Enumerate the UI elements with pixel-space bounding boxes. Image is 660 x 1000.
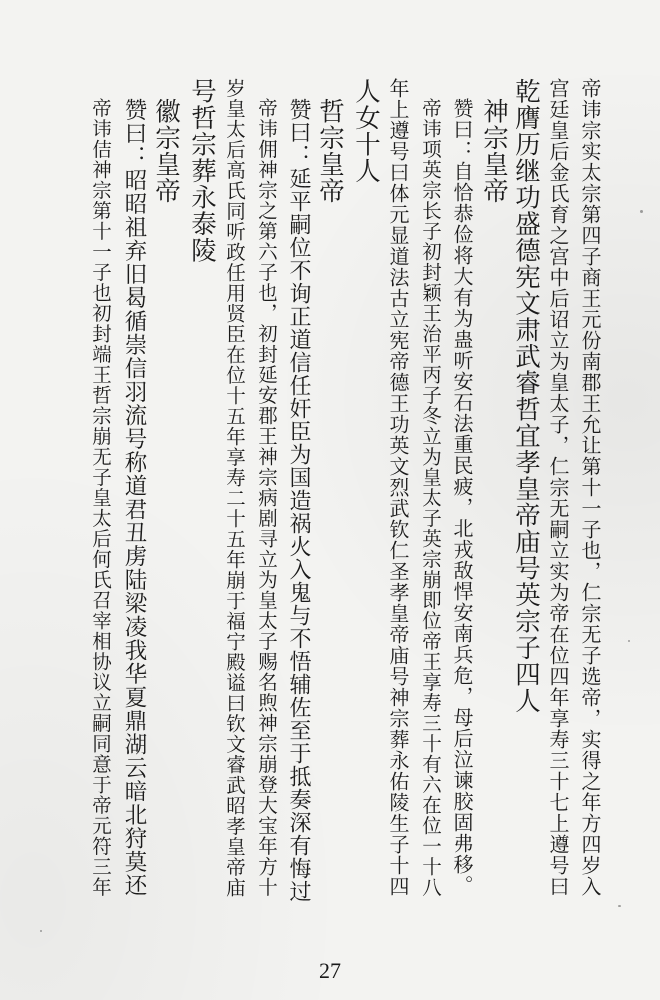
text-column-10: 赞曰：延平嗣位不询正道信任奸臣为国造祸火入鬼与不悟辅佐至于抵奏深有悔过 xyxy=(286,98,311,903)
section-heading-zhezong: 哲宗皇帝 xyxy=(315,98,345,204)
text-column-8: 人女十人 xyxy=(351,78,381,184)
text-column-7: 年上遵号曰体元显道法古立宪帝德王功英文烈武钦仁圣孝皇帝庙号神宗葬永佑陵生子十四 xyxy=(386,78,410,897)
text-column-2: 宫廷皇后金氏育之宫中后诏立为皇太子，仁宗无嗣立实为帝在位四年享寿三十七上遵号曰 xyxy=(546,78,570,897)
text-column-5: 赞曰：自恰恭俭将大有为蛊听安石法重民疲，北戎敌悍安南兵危，母后泣谏胶固弗移。 xyxy=(450,98,474,896)
text-column-11: 帝讳佣神宗之第六子也，初封延安郡王神宗病剧寻立为皇太子赐名煦神宗崩登大宝年方十 xyxy=(255,98,278,898)
text-column-1: 帝讳宗实太宗第四子商王元份南郡王允让第十一子也，仁宗无子选帝，实得之年方四岁入 xyxy=(578,78,602,897)
scan-speck xyxy=(40,930,42,932)
text-column-15: 赞曰：昭昭祖弃旧曷循崇信羽流号称道君丑虏陆梁凌我华夏鼎湖云暗北狩莫还 xyxy=(121,98,147,897)
scan-speck xyxy=(640,210,643,213)
text-column-12: 岁皇太后高氏同听政任用贤臣在位十五年享寿二十五年崩于福宁殿谥曰钦文睿武昭孝皇帝庙 xyxy=(223,78,246,898)
page-number: 27 xyxy=(319,958,341,983)
scan-speck xyxy=(628,640,630,642)
text-column-13: 号哲宗葬永泰陵 xyxy=(187,78,217,264)
section-heading-shenzong: 神宗皇帝 xyxy=(479,98,509,204)
text-column-6: 帝讳项英宗长子初封颖王治平丙子冬立为皇太子英宗崩即位帝王享寿三十有六在位一十八 xyxy=(419,98,442,898)
text-column-3: 乾膺历继功盛德宪文肃武睿哲宜孝皇帝庙号英宗子四人 xyxy=(511,78,541,714)
section-heading-huizong: 徽宗皇帝 xyxy=(151,98,181,204)
scan-speck xyxy=(618,905,621,907)
text-column-16: 帝讳佶神宗第十一子也初封端王哲宗崩无子皇太后何氏召宰相协议立嗣同意于帝元符三年 xyxy=(89,98,112,898)
